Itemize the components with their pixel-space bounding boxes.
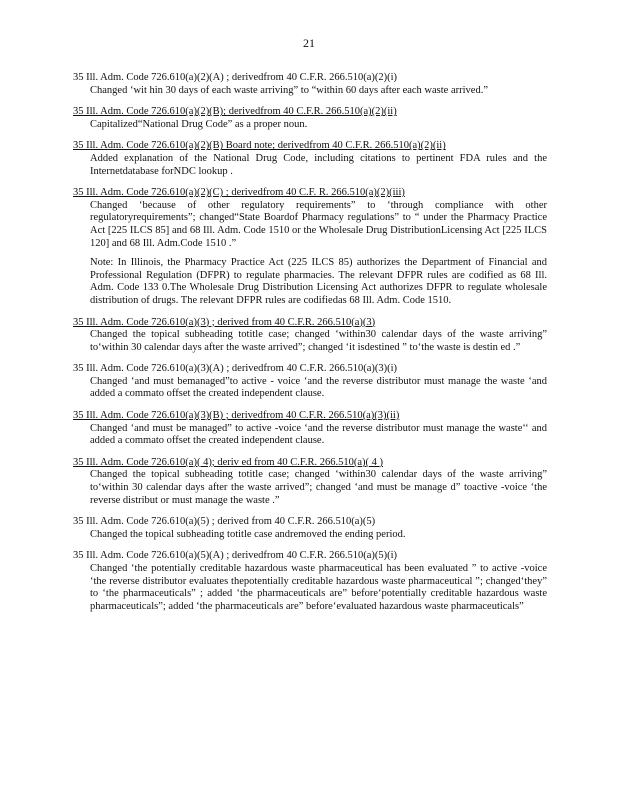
entry-citation: 35 Ill. Adm. Code 726.610(a)(2)(B); derivedfrom 40 C.F.R. 266.510(a)(2)(ii) (73, 106, 397, 118)
change-entry (73, 550, 547, 613)
entry-change: Changed the topical subheading totitle case; changed ‘within30 calendar days of the waste arriving” to‘within 30 calendar days after the waste arrived”; changed ‘and must be manage d” toactive -voice ‘the reverse distribut or must manage the waste .” (90, 469, 547, 506)
entry-citation: 35 Ill. Adm. Code 726.610(a)(2)(C) ; derivedfrom 40 C.F. R. 266.510(a)(2)(iii) (73, 187, 405, 199)
change-entry (73, 457, 547, 507)
change-entry (73, 516, 547, 541)
entry-citation: 35 Ill. Adm. Code 726.610(a)(2)(B) Board note; derivedfrom 40 C.F.R. 266.510(a)(2)(ii) (73, 140, 446, 152)
change-entry (73, 363, 547, 401)
entry-change: Changed ‘wit hin 30 days of each waste arriving” to “within 60 days after each waste arrived.” (90, 84, 488, 96)
entry-change: Changed ‘and must bemanaged”to active - voice ‘and the reverse distributor must manage the waste ‘and added a commato offset the created independent clause. (90, 375, 547, 400)
change-list (73, 72, 547, 622)
entry-change: Changed ‘the potentially creditable hazardous waste pharmaceutical has been evaluated ” to active -voice ‘the reverse distributor evaluates thepotentially creditable hazardous waste pharmaceutical ”; changed‘they” to ‘the pharmaceuticals” ; added ‘the pharmaceuticals are” before‘potentially creditable hazardous waste pharmaceuticals”; added ‘the pharmaceuticals are” before‘evaluated hazardous waste pharmaceuticals” (90, 563, 547, 612)
change-entry (73, 187, 547, 307)
change-entry (73, 410, 547, 448)
entry-change: Added explanation of the National Drug Code, including citations to pertinent FDA rules and the Internetdatabase forNDC lookup . (90, 152, 547, 177)
change-entry (73, 317, 547, 355)
entry-change: Changed the topical subheading totitle case; changed ‘within30 calendar days of the waste arriving” to‘within 30 calendar days after the waste arrived”; changed ‘it isdestined ” to‘the waste is destin ed .” (90, 329, 547, 353)
change-entry (73, 140, 547, 178)
entry-change: Changed ‘and must be managed” to active -voice ‘and the reverse distributor must manage the waste‘‘ and added a commato offset the created independent clause. (90, 422, 547, 447)
entry-citation: 35 Ill. Adm. Code 726.610(a)(3) ; derived from 40 C.F.R. 266.510(a)(3) (73, 316, 376, 328)
entry-citation: 35 Ill. Adm. Code 726.610(a)(2)(A) ; derivedfrom 40 C.F.R. 266.510(a)(2)(i) (73, 72, 398, 83)
entry-note: Note: In Illinois, the Pharmacy Practice Act (225 ILCS 85) authorizes the Department of Financial and Professional Regulation (DFPR) to regulate pharmacies. The relevant DFPR rules are codified as 68 Ill. Adm. Code 133 0.The Wholesale Drug Distribution Licensing Act authorizes DFPR to regulate wholesale distribution of drugs. The relevant DFPR rules are codifiedas 68 Ill. Adm. Code 1510. (90, 257, 547, 306)
entry-change: Changed ‘because of other regulatory requirements” to ‘through compliance with other regulatoryrequirements”; changed“State Boardof Pharmacy regulations” to “ under the Pharmacy Practice Act [225 ILCS 85] and 68 Ill. Adm. Code 1510 or the Wholesale Drug DistributionLicensing Act [225 ILCS 120] and 68 Ill. Adm.Code 1510 .” (90, 199, 547, 249)
page-number: 21 (303, 36, 315, 50)
entry-citation: 35 Ill. Adm. Code 726.610(a)(5)(A) ; derivedfrom 40 C.F.R. 266.510(a)(5)(i) (73, 550, 398, 562)
change-entry (73, 72, 547, 97)
entry-citation: 35 Ill. Adm. Code 726.610(a)(3)(A) ; derivedfrom 40 C.F.R. 266.510(a)(3)(i) (73, 363, 398, 375)
entry-change: Capitalized“National Drug Code” as a proper noun. (90, 118, 308, 130)
change-entry (73, 106, 547, 131)
entry-citation: 35 Ill. Adm. Code 726.610(a)(3)(B) ; derivedfrom 40 C.F.R. 266.510(a)(3)(ii) (73, 410, 400, 422)
entry-change: Changed the topical subheading totitle case andremoved the ending period. (90, 528, 406, 540)
entry-citation: 35 Ill. Adm. Code 726.610(a)( 4); deriv ed from 40 C.F.R. 266.510(a)( 4 ) (73, 456, 384, 468)
entry-citation: 35 Ill. Adm. Code 726.610(a)(5) ; derived from 40 C.F.R. 266.510(a)(5) (73, 516, 376, 528)
